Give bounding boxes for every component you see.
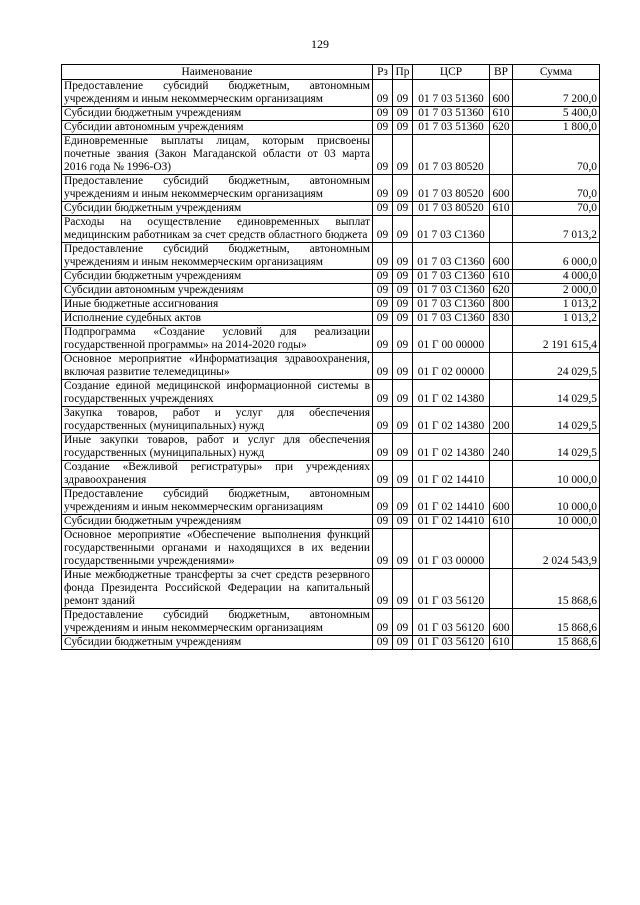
cell-vr: 610 (490, 515, 513, 529)
table-row (62, 312, 600, 326)
cell-name: Субсидии автономным учреждениям (62, 121, 373, 135)
cell-csr: 01 Г 02 14380 (413, 434, 490, 461)
cell-csr: 01 Г 02 14410 (413, 488, 490, 515)
cell-pr: 09 (393, 135, 413, 175)
cell-csr: 01 7 03 С1360 (413, 270, 490, 284)
cell-pr: 09 (393, 434, 413, 461)
cell-rz: 09 (373, 636, 393, 650)
cell-vr: 600 (490, 175, 513, 202)
cell-pr: 09 (393, 529, 413, 569)
cell-sum: 14 029,5 (513, 434, 600, 461)
cell-sum: 2 024 543,9 (513, 529, 600, 569)
header-sum: Сумма (513, 65, 600, 80)
cell-sum: 1 800,0 (513, 121, 600, 135)
cell-csr: 01 Г 03 56120 (413, 569, 490, 609)
cell-csr: 01 7 03 80520 (413, 135, 490, 175)
header-rz: Рз (373, 65, 393, 80)
table-row (62, 80, 600, 107)
table-body (62, 80, 600, 650)
cell-pr: 09 (393, 380, 413, 407)
cell-vr: 610 (490, 270, 513, 284)
cell-rz: 09 (373, 515, 393, 529)
table-row (62, 636, 600, 650)
cell-pr: 09 (393, 407, 413, 434)
table-row (62, 434, 600, 461)
cell-sum: 7 013,2 (513, 216, 600, 243)
cell-pr: 09 (393, 488, 413, 515)
cell-csr: 01 Г 02 14410 (413, 515, 490, 529)
table-row (62, 121, 600, 135)
table-row (62, 175, 600, 202)
cell-rz: 09 (373, 488, 393, 515)
cell-sum: 5 400,0 (513, 107, 600, 121)
header-pr: Пр (393, 65, 413, 80)
cell-name: Субсидии бюджетным учреждениям (62, 202, 373, 216)
cell-rz: 09 (373, 270, 393, 284)
cell-name: Субсидии бюджетным учреждениям (62, 515, 373, 529)
table-row (62, 353, 600, 380)
cell-sum: 70,0 (513, 135, 600, 175)
cell-csr: 01 7 03 51360 (413, 121, 490, 135)
cell-vr (490, 216, 513, 243)
cell-csr: 01 7 03 С1360 (413, 284, 490, 298)
cell-csr: 01 Г 02 00000 (413, 353, 490, 380)
cell-pr: 09 (393, 312, 413, 326)
cell-name: Предоставление субсидий бюджетным, автономным учреждениям и иным некоммерческим организациям (62, 609, 373, 636)
cell-vr: 800 (490, 298, 513, 312)
cell-sum: 1 013,2 (513, 298, 600, 312)
cell-csr: 01 7 03 С1360 (413, 243, 490, 270)
cell-csr: 01 Г 03 56120 (413, 609, 490, 636)
cell-rz: 09 (373, 380, 393, 407)
table-row (62, 609, 600, 636)
cell-sum: 70,0 (513, 175, 600, 202)
cell-pr: 09 (393, 515, 413, 529)
table-row (62, 216, 600, 243)
cell-rz: 09 (373, 461, 393, 488)
cell-vr (490, 135, 513, 175)
cell-sum: 10 000,0 (513, 488, 600, 515)
cell-rz: 09 (373, 326, 393, 353)
cell-sum: 15 868,6 (513, 636, 600, 650)
table-row (62, 515, 600, 529)
cell-vr: 610 (490, 202, 513, 216)
cell-sum: 14 029,5 (513, 407, 600, 434)
cell-pr: 09 (393, 569, 413, 609)
cell-vr (490, 569, 513, 609)
cell-name: Иные межбюджетные трансферты за счет средств резервного фонда Президента Российской Федерации на капитальный ремонт зданий (62, 569, 373, 609)
cell-vr: 610 (490, 107, 513, 121)
cell-name: Подпрограмма «Создание условий для реализации государственной программы» на 2014-2020 годы» (62, 326, 373, 353)
cell-sum: 10 000,0 (513, 515, 600, 529)
cell-name: Предоставление субсидий бюджетным, автономным учреждениям и иным некоммерческим организациям (62, 488, 373, 515)
cell-pr: 09 (393, 284, 413, 298)
header-csr: ЦСР (413, 65, 490, 80)
cell-vr: 620 (490, 121, 513, 135)
cell-name: Основное мероприятие «Обеспечение выполнения функций государственными органами и находящихся в их ведении государственными учреждениями» (62, 529, 373, 569)
cell-pr: 09 (393, 298, 413, 312)
cell-sum: 70,0 (513, 202, 600, 216)
cell-rz: 09 (373, 434, 393, 461)
cell-csr: 01 7 03 С1360 (413, 312, 490, 326)
cell-vr (490, 461, 513, 488)
cell-rz: 09 (373, 216, 393, 243)
cell-rz: 09 (373, 407, 393, 434)
cell-pr: 09 (393, 216, 413, 243)
cell-pr: 09 (393, 461, 413, 488)
cell-pr: 09 (393, 175, 413, 202)
cell-name: Закупка товаров, работ и услуг для обеспечения государственных (муниципальных) нужд (62, 407, 373, 434)
cell-vr: 600 (490, 243, 513, 270)
cell-vr: 620 (490, 284, 513, 298)
table-row (62, 407, 600, 434)
cell-vr (490, 326, 513, 353)
cell-csr: 01 Г 02 14410 (413, 461, 490, 488)
cell-pr: 09 (393, 353, 413, 380)
cell-sum: 4 000,0 (513, 270, 600, 284)
cell-name: Предоставление субсидий бюджетным, автономным учреждениям и иным некоммерческим организациям (62, 80, 373, 107)
cell-sum: 15 868,6 (513, 609, 600, 636)
cell-name: Создание единой медицинской информационной системы в государственных учреждениях (62, 380, 373, 407)
cell-name: Предоставление субсидий бюджетным, автономным учреждениям и иным некоммерческим организациям (62, 243, 373, 270)
cell-rz: 09 (373, 80, 393, 107)
table-row (62, 569, 600, 609)
cell-csr: 01 7 03 51360 (413, 80, 490, 107)
budget-table (61, 64, 600, 650)
cell-name: Создание «Вежливой регистратуры» при учреждениях здравоохранения (62, 461, 373, 488)
cell-name: Единовременные выплаты лицам, которым присвоены почетные звания (Закон Магаданской области от 03 марта 2016 года № 1996-ОЗ) (62, 135, 373, 175)
cell-csr: 01 7 03 51360 (413, 107, 490, 121)
cell-pr: 09 (393, 202, 413, 216)
header-name: Наименование (62, 65, 373, 80)
cell-rz: 09 (373, 121, 393, 135)
cell-sum: 2 000,0 (513, 284, 600, 298)
cell-csr: 01 Г 02 14380 (413, 380, 490, 407)
cell-name: Субсидии бюджетным учреждениям (62, 107, 373, 121)
cell-sum: 24 029,5 (513, 353, 600, 380)
header-vr: ВР (490, 65, 513, 80)
cell-name: Основное мероприятие «Информатизация здравоохранения, включая развитие телемедицины» (62, 353, 373, 380)
cell-rz: 09 (373, 175, 393, 202)
cell-rz: 09 (373, 569, 393, 609)
cell-vr: 600 (490, 609, 513, 636)
cell-vr: 610 (490, 636, 513, 650)
table-header-row (62, 65, 600, 80)
cell-pr: 09 (393, 270, 413, 284)
cell-csr: 01 7 03 80520 (413, 202, 490, 216)
cell-vr (490, 353, 513, 380)
cell-rz: 09 (373, 312, 393, 326)
cell-sum: 14 029,5 (513, 380, 600, 407)
cell-csr: 01 Г 02 14380 (413, 407, 490, 434)
cell-vr (490, 529, 513, 569)
cell-pr: 09 (393, 121, 413, 135)
cell-pr: 09 (393, 326, 413, 353)
cell-vr (490, 380, 513, 407)
cell-name: Субсидии бюджетным учреждениям (62, 270, 373, 284)
cell-csr: 01 7 03 С1360 (413, 216, 490, 243)
cell-rz: 09 (373, 107, 393, 121)
cell-name: Иные бюджетные ассигнования (62, 298, 373, 312)
table-row (62, 107, 600, 121)
cell-pr: 09 (393, 636, 413, 650)
cell-pr: 09 (393, 243, 413, 270)
table-row (62, 243, 600, 270)
table-row (62, 135, 600, 175)
cell-sum: 10 000,0 (513, 461, 600, 488)
page-number: 129 (311, 37, 329, 51)
cell-name: Субсидии бюджетным учреждениям (62, 636, 373, 650)
cell-csr: 01 7 03 80520 (413, 175, 490, 202)
cell-csr: 01 Г 03 56120 (413, 636, 490, 650)
cell-rz: 09 (373, 298, 393, 312)
cell-rz: 09 (373, 609, 393, 636)
cell-pr: 09 (393, 609, 413, 636)
cell-vr: 830 (490, 312, 513, 326)
cell-sum: 15 868,6 (513, 569, 600, 609)
table-row (62, 380, 600, 407)
cell-name: Иные закупки товаров, работ и услуг для обеспечения государственных (муниципальных) нужд (62, 434, 373, 461)
table-row (62, 488, 600, 515)
cell-rz: 09 (373, 202, 393, 216)
cell-vr: 200 (490, 407, 513, 434)
table-row (62, 529, 600, 569)
cell-vr: 240 (490, 434, 513, 461)
cell-csr: 01 7 03 С1360 (413, 298, 490, 312)
cell-rz: 09 (373, 529, 393, 569)
cell-csr: 01 Г 03 00000 (413, 529, 490, 569)
cell-vr: 600 (490, 80, 513, 107)
cell-rz: 09 (373, 243, 393, 270)
cell-name: Расходы на осуществление единовременных выплат медицинским работникам за счет средств областного бюджета (62, 216, 373, 243)
cell-rz: 09 (373, 135, 393, 175)
cell-name: Исполнение судебных актов (62, 312, 373, 326)
cell-sum: 6 000,0 (513, 243, 600, 270)
cell-sum: 2 191 615,4 (513, 326, 600, 353)
cell-vr: 600 (490, 488, 513, 515)
cell-rz: 09 (373, 353, 393, 380)
cell-sum: 1 013,2 (513, 312, 600, 326)
cell-rz: 09 (373, 284, 393, 298)
cell-name: Субсидии автономным учреждениям (62, 284, 373, 298)
table-row (62, 298, 600, 312)
table-row (62, 202, 600, 216)
cell-pr: 09 (393, 107, 413, 121)
table-row (62, 284, 600, 298)
cell-sum: 7 200,0 (513, 80, 600, 107)
cell-csr: 01 Г 00 00000 (413, 326, 490, 353)
cell-pr: 09 (393, 80, 413, 107)
table-row (62, 270, 600, 284)
table-row (62, 326, 600, 353)
cell-name: Предоставление субсидий бюджетным, автономным учреждениям и иным некоммерческим организациям (62, 175, 373, 202)
table-row (62, 461, 600, 488)
